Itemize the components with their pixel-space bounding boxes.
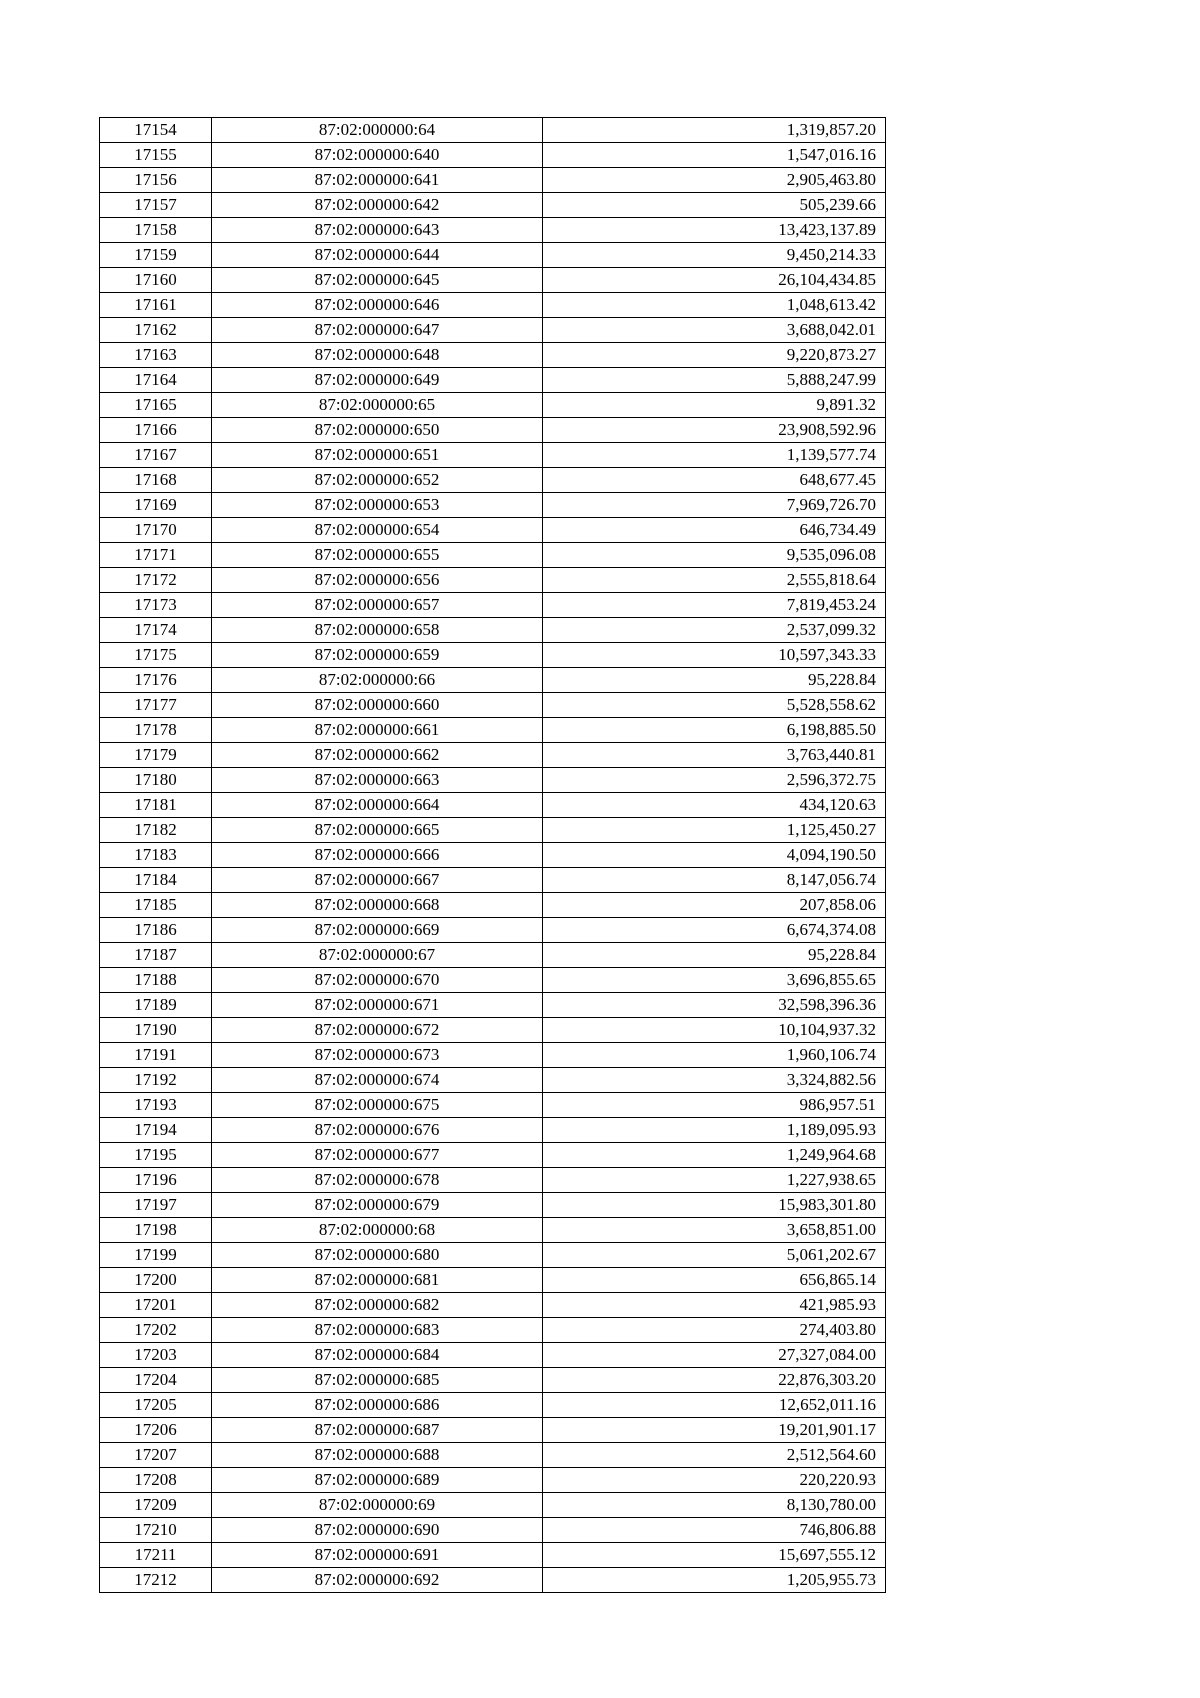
row-number-cell: 17183: [100, 843, 212, 868]
cadastral-number-cell: 87:02:000000:666: [212, 843, 543, 868]
cadastral-number-cell: 87:02:000000:667: [212, 868, 543, 893]
value-cell: 5,528,558.62: [543, 693, 886, 718]
table-row: [100, 1518, 886, 1543]
table-row: [100, 1143, 886, 1168]
row-number-cell: 17176: [100, 668, 212, 693]
row-number-cell: 17180: [100, 768, 212, 793]
row-number-cell: 17209: [100, 1493, 212, 1518]
cadastral-number-cell: 87:02:000000:643: [212, 218, 543, 243]
value-cell: 15,983,301.80: [543, 1193, 886, 1218]
value-cell: 5,888,247.99: [543, 368, 886, 393]
cadastral-number-cell: 87:02:000000:678: [212, 1168, 543, 1193]
row-number-cell: 17189: [100, 993, 212, 1018]
row-number-cell: 17178: [100, 718, 212, 743]
value-cell: 9,220,873.27: [543, 343, 886, 368]
value-cell: 4,094,190.50: [543, 843, 886, 868]
value-cell: 1,048,613.42: [543, 293, 886, 318]
table-row: [100, 493, 886, 518]
table-row: [100, 1443, 886, 1468]
value-cell: 9,891.32: [543, 393, 886, 418]
value-cell: 3,763,440.81: [543, 743, 886, 768]
value-cell: 1,125,450.27: [543, 818, 886, 843]
row-number-cell: 17206: [100, 1418, 212, 1443]
value-cell: 1,319,857.20: [543, 118, 886, 143]
cadastral-number-cell: 87:02:000000:646: [212, 293, 543, 318]
table-row: [100, 293, 886, 318]
table-row: [100, 1393, 886, 1418]
cadastral-number-cell: 87:02:000000:692: [212, 1568, 543, 1593]
cadastral-number-cell: 87:02:000000:65: [212, 393, 543, 418]
table-row: [100, 618, 886, 643]
table-row: [100, 1468, 886, 1493]
row-number-cell: 17175: [100, 643, 212, 668]
value-cell: 3,688,042.01: [543, 318, 886, 343]
cadastral-number-cell: 87:02:000000:650: [212, 418, 543, 443]
table-row: [100, 1243, 886, 1268]
table-row: [100, 1118, 886, 1143]
value-cell: 2,512,564.60: [543, 1443, 886, 1468]
value-cell: 505,239.66: [543, 193, 886, 218]
row-number-cell: 17167: [100, 443, 212, 468]
table-row: [100, 768, 886, 793]
table-body: [100, 118, 886, 1593]
table-row: [100, 1318, 886, 1343]
value-cell: 6,198,885.50: [543, 718, 886, 743]
table-row: [100, 668, 886, 693]
cadastral-number-cell: 87:02:000000:64: [212, 118, 543, 143]
row-number-cell: 17187: [100, 943, 212, 968]
table-row: [100, 443, 886, 468]
value-cell: 15,697,555.12: [543, 1543, 886, 1568]
row-number-cell: 17173: [100, 593, 212, 618]
table-row: [100, 168, 886, 193]
row-number-cell: 17170: [100, 518, 212, 543]
table-row: [100, 468, 886, 493]
table-row: [100, 1068, 886, 1093]
value-cell: 27,327,084.00: [543, 1343, 886, 1368]
cadastral-number-cell: 87:02:000000:656: [212, 568, 543, 593]
row-number-cell: 17190: [100, 1018, 212, 1043]
cadastral-number-cell: 87:02:000000:683: [212, 1318, 543, 1343]
cadastral-number-cell: 87:02:000000:647: [212, 318, 543, 343]
value-cell: 19,201,901.17: [543, 1418, 886, 1443]
row-number-cell: 17169: [100, 493, 212, 518]
value-cell: 13,423,137.89: [543, 218, 886, 243]
cadastral-number-cell: 87:02:000000:655: [212, 543, 543, 568]
table-row: [100, 1218, 886, 1243]
row-number-cell: 17205: [100, 1393, 212, 1418]
cadastral-number-cell: 87:02:000000:69: [212, 1493, 543, 1518]
table-row: [100, 1018, 886, 1043]
row-number-cell: 17200: [100, 1268, 212, 1293]
value-cell: 2,596,372.75: [543, 768, 886, 793]
table-row: [100, 1168, 886, 1193]
row-number-cell: 17195: [100, 1143, 212, 1168]
table-row: [100, 793, 886, 818]
row-number-cell: 17186: [100, 918, 212, 943]
table-row: [100, 1293, 886, 1318]
cadastral-number-cell: 87:02:000000:685: [212, 1368, 543, 1393]
row-number-cell: 17155: [100, 143, 212, 168]
table-row: [100, 743, 886, 768]
cadastral-number-cell: 87:02:000000:688: [212, 1443, 543, 1468]
row-number-cell: 17177: [100, 693, 212, 718]
value-cell: 3,658,851.00: [543, 1218, 886, 1243]
table-row: [100, 893, 886, 918]
cadastral-number-cell: 87:02:000000:668: [212, 893, 543, 918]
table-row: [100, 518, 886, 543]
row-number-cell: 17154: [100, 118, 212, 143]
row-number-cell: 17204: [100, 1368, 212, 1393]
value-cell: 3,324,882.56: [543, 1068, 886, 1093]
cadastral-number-cell: 87:02:000000:687: [212, 1418, 543, 1443]
table-row: [100, 718, 886, 743]
value-cell: 7,969,726.70: [543, 493, 886, 518]
table-row: [100, 143, 886, 168]
row-number-cell: 17210: [100, 1518, 212, 1543]
table-row: [100, 693, 886, 718]
value-cell: 434,120.63: [543, 793, 886, 818]
cadastral-number-cell: 87:02:000000:661: [212, 718, 543, 743]
row-number-cell: 17171: [100, 543, 212, 568]
row-number-cell: 17156: [100, 168, 212, 193]
cadastral-number-cell: 87:02:000000:68: [212, 1218, 543, 1243]
row-number-cell: 17158: [100, 218, 212, 243]
table-row: [100, 243, 886, 268]
value-cell: 3,696,855.65: [543, 968, 886, 993]
value-cell: 8,130,780.00: [543, 1493, 886, 1518]
row-number-cell: 17199: [100, 1243, 212, 1268]
cadastral-number-cell: 87:02:000000:651: [212, 443, 543, 468]
cadastral-number-cell: 87:02:000000:675: [212, 1093, 543, 1118]
table-row: [100, 918, 886, 943]
value-cell: 646,734.49: [543, 518, 886, 543]
value-cell: 26,104,434.85: [543, 268, 886, 293]
table-row: [100, 318, 886, 343]
row-number-cell: 17174: [100, 618, 212, 643]
cadastral-number-cell: 87:02:000000:652: [212, 468, 543, 493]
value-cell: 12,652,011.16: [543, 1393, 886, 1418]
cadastral-number-cell: 87:02:000000:67: [212, 943, 543, 968]
table-row: [100, 1268, 886, 1293]
table-row: [100, 1193, 886, 1218]
value-cell: 7,819,453.24: [543, 593, 886, 618]
table-row: [100, 368, 886, 393]
row-number-cell: 17172: [100, 568, 212, 593]
row-number-cell: 17157: [100, 193, 212, 218]
table-row: [100, 568, 886, 593]
cadastral-number-cell: 87:02:000000:676: [212, 1118, 543, 1143]
row-number-cell: 17165: [100, 393, 212, 418]
value-cell: 274,403.80: [543, 1318, 886, 1343]
row-number-cell: 17159: [100, 243, 212, 268]
value-cell: 1,227,938.65: [543, 1168, 886, 1193]
cadastral-number-cell: 87:02:000000:644: [212, 243, 543, 268]
value-cell: 1,189,095.93: [543, 1118, 886, 1143]
value-cell: 986,957.51: [543, 1093, 886, 1118]
row-number-cell: 17208: [100, 1468, 212, 1493]
row-number-cell: 17163: [100, 343, 212, 368]
table-row: [100, 993, 886, 1018]
cadastral-number-cell: 87:02:000000:659: [212, 643, 543, 668]
row-number-cell: 17198: [100, 1218, 212, 1243]
row-number-cell: 17162: [100, 318, 212, 343]
table-row: [100, 1543, 886, 1568]
row-number-cell: 17184: [100, 868, 212, 893]
value-cell: 95,228.84: [543, 668, 886, 693]
table-row: [100, 1418, 886, 1443]
value-cell: 9,535,096.08: [543, 543, 886, 568]
table-row: [100, 1043, 886, 1068]
table-row: [100, 1568, 886, 1593]
cadastral-number-cell: 87:02:000000:642: [212, 193, 543, 218]
cadastral-number-cell: 87:02:000000:669: [212, 918, 543, 943]
row-number-cell: 17203: [100, 1343, 212, 1368]
cadastral-number-cell: 87:02:000000:682: [212, 1293, 543, 1318]
cadastral-number-cell: 87:02:000000:677: [212, 1143, 543, 1168]
cadastral-number-cell: 87:02:000000:641: [212, 168, 543, 193]
table-row: [100, 843, 886, 868]
value-cell: 1,139,577.74: [543, 443, 886, 468]
cadastral-number-cell: 87:02:000000:686: [212, 1393, 543, 1418]
value-cell: 5,061,202.67: [543, 1243, 886, 1268]
value-cell: 1,547,016.16: [543, 143, 886, 168]
table-row: [100, 268, 886, 293]
value-cell: 421,985.93: [543, 1293, 886, 1318]
table-row: [100, 868, 886, 893]
table-row: [100, 818, 886, 843]
row-number-cell: 17212: [100, 1568, 212, 1593]
cadastral-number-cell: 87:02:000000:689: [212, 1468, 543, 1493]
row-number-cell: 17202: [100, 1318, 212, 1343]
row-number-cell: 17161: [100, 293, 212, 318]
value-cell: 22,876,303.20: [543, 1368, 886, 1393]
cadastral-number-cell: 87:02:000000:662: [212, 743, 543, 768]
table-row: [100, 643, 886, 668]
row-number-cell: 17196: [100, 1168, 212, 1193]
value-cell: 1,205,955.73: [543, 1568, 886, 1593]
cadastral-number-cell: 87:02:000000:674: [212, 1068, 543, 1093]
cadastral-number-cell: 87:02:000000:681: [212, 1268, 543, 1293]
cadastral-number-cell: 87:02:000000:66: [212, 668, 543, 693]
value-cell: 207,858.06: [543, 893, 886, 918]
table-row: [100, 393, 886, 418]
table-row: [100, 218, 886, 243]
table-row: [100, 193, 886, 218]
row-number-cell: 17193: [100, 1093, 212, 1118]
value-cell: 32,598,396.36: [543, 993, 886, 1018]
value-cell: 10,104,937.32: [543, 1018, 886, 1043]
value-cell: 1,960,106.74: [543, 1043, 886, 1068]
cadastral-number-cell: 87:02:000000:640: [212, 143, 543, 168]
value-cell: 2,537,099.32: [543, 618, 886, 643]
cadastral-number-cell: 87:02:000000:671: [212, 993, 543, 1018]
row-number-cell: 17192: [100, 1068, 212, 1093]
cadastral-number-cell: 87:02:000000:670: [212, 968, 543, 993]
cadastral-number-cell: 87:02:000000:680: [212, 1243, 543, 1268]
cadastral-number-cell: 87:02:000000:673: [212, 1043, 543, 1068]
row-number-cell: 17207: [100, 1443, 212, 1468]
value-cell: 2,555,818.64: [543, 568, 886, 593]
table-row: [100, 118, 886, 143]
row-number-cell: 17201: [100, 1293, 212, 1318]
cadastral-number-cell: 87:02:000000:690: [212, 1518, 543, 1543]
row-number-cell: 17179: [100, 743, 212, 768]
cadastral-number-cell: 87:02:000000:665: [212, 818, 543, 843]
cadastral-number-cell: 87:02:000000:657: [212, 593, 543, 618]
cadastral-number-cell: 87:02:000000:645: [212, 268, 543, 293]
table-row: [100, 943, 886, 968]
cadastral-number-cell: 87:02:000000:664: [212, 793, 543, 818]
table-row: [100, 968, 886, 993]
row-number-cell: 17160: [100, 268, 212, 293]
table-row: [100, 418, 886, 443]
row-number-cell: 17164: [100, 368, 212, 393]
cadastral-number-cell: 87:02:000000:649: [212, 368, 543, 393]
row-number-cell: 17166: [100, 418, 212, 443]
value-cell: 23,908,592.96: [543, 418, 886, 443]
row-number-cell: 17211: [100, 1543, 212, 1568]
row-number-cell: 17197: [100, 1193, 212, 1218]
row-number-cell: 17191: [100, 1043, 212, 1068]
row-number-cell: 17181: [100, 793, 212, 818]
table-row: [100, 543, 886, 568]
cadastral-number-cell: 87:02:000000:679: [212, 1193, 543, 1218]
cadastral-number-cell: 87:02:000000:691: [212, 1543, 543, 1568]
cadastral-number-cell: 87:02:000000:658: [212, 618, 543, 643]
cadastral-number-cell: 87:02:000000:654: [212, 518, 543, 543]
cadastral-number-cell: 87:02:000000:663: [212, 768, 543, 793]
value-cell: 9,450,214.33: [543, 243, 886, 268]
row-number-cell: 17188: [100, 968, 212, 993]
value-cell: 656,865.14: [543, 1268, 886, 1293]
table-row: [100, 343, 886, 368]
value-cell: 95,228.84: [543, 943, 886, 968]
row-number-cell: 17194: [100, 1118, 212, 1143]
value-cell: 220,220.93: [543, 1468, 886, 1493]
cadastral-number-cell: 87:02:000000:660: [212, 693, 543, 718]
cadastral-number-cell: 87:02:000000:672: [212, 1018, 543, 1043]
row-number-cell: 17185: [100, 893, 212, 918]
value-cell: 1,249,964.68: [543, 1143, 886, 1168]
cadastral-number-cell: 87:02:000000:684: [212, 1343, 543, 1368]
cadastral-number-cell: 87:02:000000:653: [212, 493, 543, 518]
value-cell: 6,674,374.08: [543, 918, 886, 943]
value-cell: 648,677.45: [543, 468, 886, 493]
data-table: [99, 117, 886, 1593]
table-row: [100, 1343, 886, 1368]
row-number-cell: 17182: [100, 818, 212, 843]
table-row: [100, 1093, 886, 1118]
value-cell: 746,806.88: [543, 1518, 886, 1543]
value-cell: 2,905,463.80: [543, 168, 886, 193]
value-cell: 8,147,056.74: [543, 868, 886, 893]
table-row: [100, 593, 886, 618]
table-row: [100, 1493, 886, 1518]
cadastral-number-cell: 87:02:000000:648: [212, 343, 543, 368]
table-row: [100, 1368, 886, 1393]
value-cell: 10,597,343.33: [543, 643, 886, 668]
row-number-cell: 17168: [100, 468, 212, 493]
